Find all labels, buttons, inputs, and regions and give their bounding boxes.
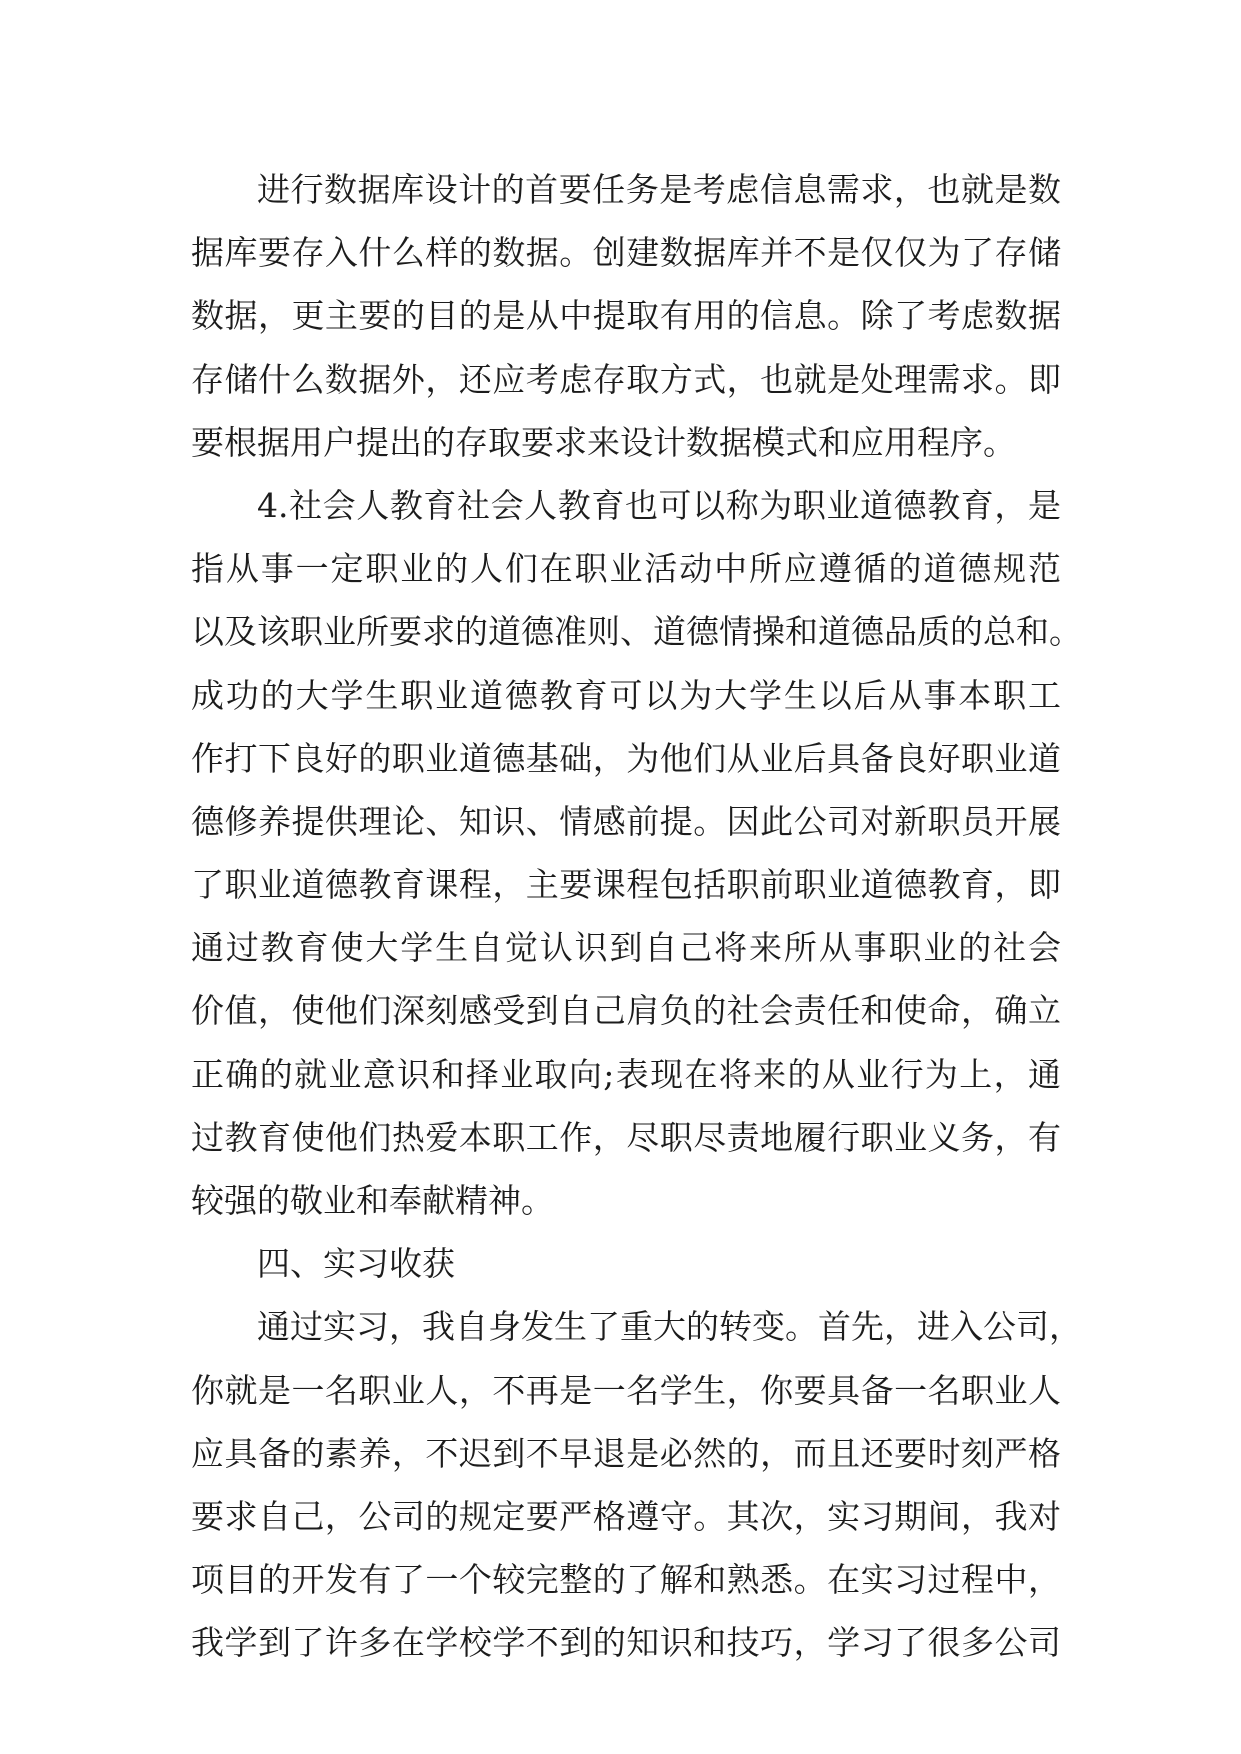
paragraph-line: 应具备的素养，不迟到不早退是必然的，而且还要时刻严格 [191,1433,1061,1473]
paragraph-line: 存储什么数据外，还应考虑存取方式，也就是处理需求。即 [191,359,1061,399]
paragraph-line: 指从事一定职业的人们在职业活动中所应遵循的道德规范 [191,549,1061,589]
paragraph-line: 你就是一名职业人，不再是一名学生，你要具备一名职业人 [191,1370,1061,1410]
paragraph-line: 通过实习，我自身发生了重大的转变。首先，进入公司， [257,1307,1082,1347]
paragraph-line: 4.社会人教育社会人教育也可以称为职业道德教育，是 [257,485,1061,525]
paragraph-line: 数据，更主要的目的是从中提取有用的信息。除了考虑数据 [191,296,1061,336]
paragraph-line: 以及该职业所要求的道德准则、道德情操和道德品质的总和。 [191,612,1082,652]
paragraph-line: 通过教育使大学生自觉认识到自己将来所从事职业的社会 [191,928,1061,968]
paragraph-line: 正确的就业意识和择业取向;表现在将来的从业行为上，通 [191,1054,1061,1094]
body-text [191,158,1082,1675]
paragraph-line: 了职业道德教育课程，主要课程包括职前职业道德教育，即 [191,865,1061,905]
paragraph-line: 作打下良好的职业道德基础，为他们从业后具备良好职业道 [191,738,1061,778]
paragraph-line: 价值，使他们深刻感受到自己肩负的社会责任和使命，确立 [191,991,1061,1031]
paragraph-line: 德修养提供理论、知识、情感前提。因此公司对新职员开展 [191,801,1061,841]
section-heading: 四、实习收获 [257,1244,455,1284]
paragraph-line: 要求自己，公司的规定要严格遵守。其次，实习期间，我对 [191,1496,1061,1536]
paragraph-line: 据库要存入什么样的数据。创建数据库并不是仅仅为了存储 [191,233,1061,273]
paragraph-line: 要根据用户提出的存取要求来设计数据模式和应用程序。 [191,422,1016,462]
paragraph-line: 较强的敬业和奉献精神。 [191,1181,554,1220]
paragraph-line: 我学到了许多在学校学不到的知识和技巧，学习了很多公司 [191,1623,1061,1663]
paragraph-line: 项目的开发有了一个较完整的了解和熟悉。在实习过程中， [191,1560,1061,1600]
paragraph-line: 进行数据库设计的首要任务是考虑信息需求，也就是数 [257,170,1061,209]
paragraph-line: 过教育使他们热爱本职工作，尽职尽责地履行职业义务，有 [191,1117,1061,1157]
paragraph-line: 成功的大学生职业道德教育可以为大学生以后从事本职工 [191,675,1061,715]
